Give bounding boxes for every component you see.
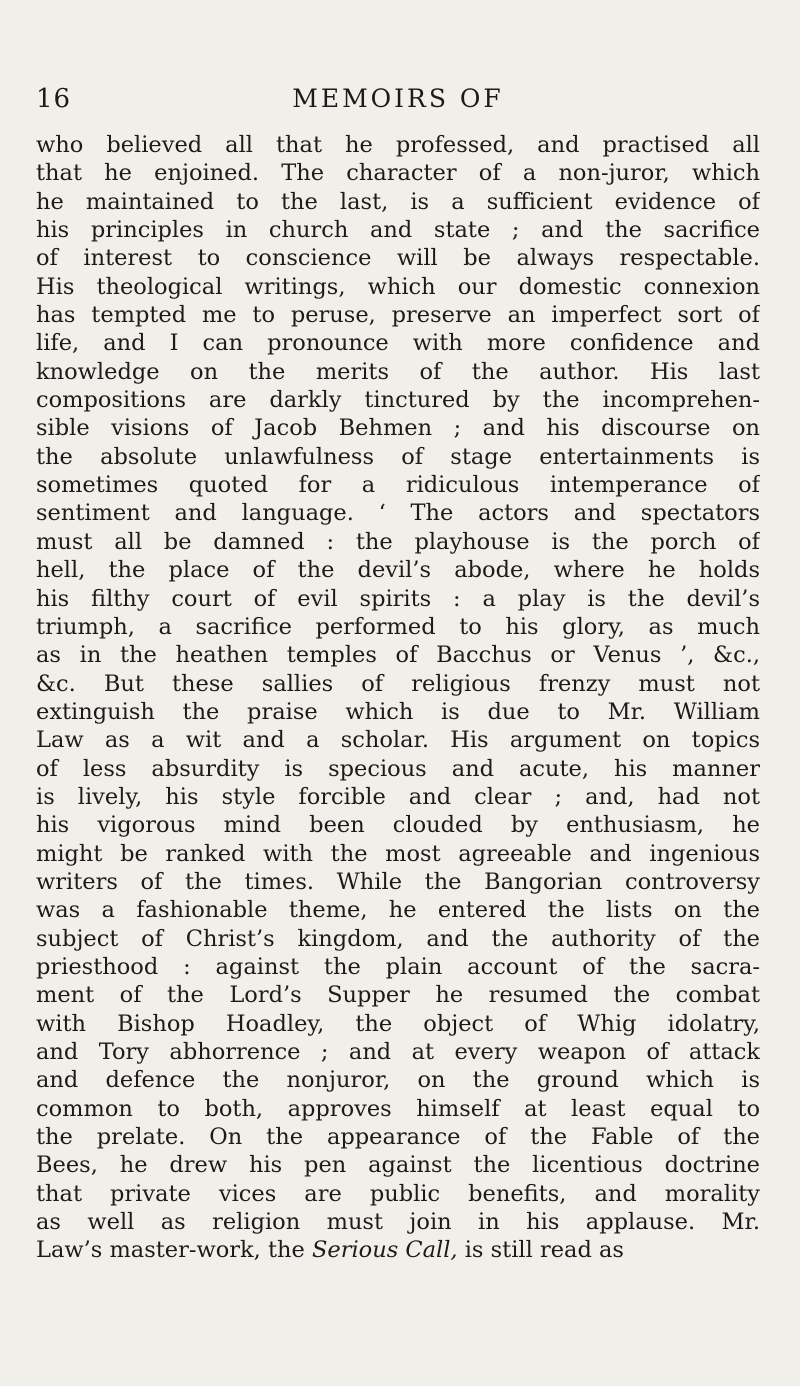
text-line: might be ranked with the most agreeable and ingenious bbox=[36, 840, 760, 867]
text-line: life, and I can pronounce with more confidence and bbox=[36, 330, 760, 357]
text-line: Bees, he drew his pen against the licentious doctrine bbox=[36, 1152, 760, 1179]
final-line-tail: is still read as bbox=[457, 1237, 624, 1264]
text-line: the prelate. On the appearance of the Fable of the bbox=[36, 1124, 760, 1151]
body-text bbox=[36, 131, 760, 1265]
final-line-text: Law’s master-work, the bbox=[36, 1237, 312, 1264]
text-line: of interest to conscience will be always respectable. bbox=[36, 245, 760, 272]
text-line: sible visions of Jacob Behmen ; and his discourse on bbox=[36, 415, 760, 442]
text-line: sometimes quoted for a ridiculous intemperance of bbox=[36, 472, 760, 499]
page-number: 16 bbox=[36, 84, 72, 114]
text-line: as well as religion must join in his applause. Mr. bbox=[36, 1209, 760, 1236]
running-title: MEMOIRS OF bbox=[292, 84, 504, 113]
text-line: his principles in church and state ; and the sacrifice bbox=[36, 217, 760, 244]
text-line: and Tory abhorrence ; and at every weapon of attack bbox=[36, 1039, 760, 1065]
text-line: as in the heathen temples of Bacchus or Venus ’, &c., bbox=[36, 642, 760, 669]
text-line: that private vices are public benefits, and morality bbox=[36, 1180, 760, 1207]
text-line: hell, the place of the devil’s abode, where he holds bbox=[36, 557, 760, 584]
text-line: priesthood : against the plain account of the sacra- bbox=[36, 953, 760, 980]
text-line: was a fashionable theme, he entered the lists on the bbox=[36, 897, 760, 924]
text-line: his vigorous mind been clouded by enthusiasm, he bbox=[36, 812, 760, 839]
page-header bbox=[36, 84, 760, 124]
text-line: who believed all that he professed, and practised all bbox=[36, 132, 760, 158]
book-title-serious-call: Serious Call, bbox=[311, 1237, 458, 1264]
text-line: is lively, his style forcible and clear ; and, had not bbox=[36, 783, 760, 810]
text-line: he maintained to the last, is a sufficient evidence of bbox=[36, 188, 760, 215]
text-line: his filthy court of evil spirits : a play is the devil’s bbox=[36, 585, 760, 612]
text-line: and defence the nonjuror, on the ground which is bbox=[36, 1067, 760, 1094]
text-line: sentiment and language. ‘ The actors and spectators bbox=[36, 500, 760, 527]
text-line: &c. But these sallies of religious frenzy must not bbox=[36, 670, 760, 697]
text-line: triumph, a sacrifice performed to his glory, as much bbox=[36, 613, 760, 640]
text-line: subject of Christ’s kingdom, and the authority of the bbox=[36, 925, 760, 952]
text-line: writers of the times. While the Bangorian controversy bbox=[36, 868, 760, 895]
text-line: with Bishop Hoadley, the object of Whig idolatry, bbox=[36, 1010, 760, 1037]
text-line: knowledge on the merits of the author. His last bbox=[36, 358, 760, 385]
text-line: of less absurdity is specious and acute, his manner bbox=[36, 755, 760, 782]
text-line-final bbox=[36, 1236, 760, 1264]
text-line: must all be damned : the playhouse is the porch of bbox=[36, 528, 760, 555]
text-line: common to both, approves himself at least equal to bbox=[36, 1095, 760, 1122]
text-line: has tempted me to peruse, preserve an imperfect sort of bbox=[36, 302, 760, 329]
text-line: compositions are darkly tinctured by the incomprehen- bbox=[36, 387, 760, 414]
text-line: extinguish the praise which is due to Mr. William bbox=[36, 698, 760, 725]
text-line: ment of the Lord’s Supper he resumed the combat bbox=[36, 982, 760, 1009]
text-line: His theological writings, which our domestic connexion bbox=[36, 273, 760, 300]
text-line: Law as a wit and a scholar. His argument on topics bbox=[36, 727, 760, 754]
text-line: the absolute unlawfulness of stage entertainments is bbox=[36, 443, 760, 470]
text-line: that he enjoined. The character of a non-juror, which bbox=[36, 160, 760, 187]
